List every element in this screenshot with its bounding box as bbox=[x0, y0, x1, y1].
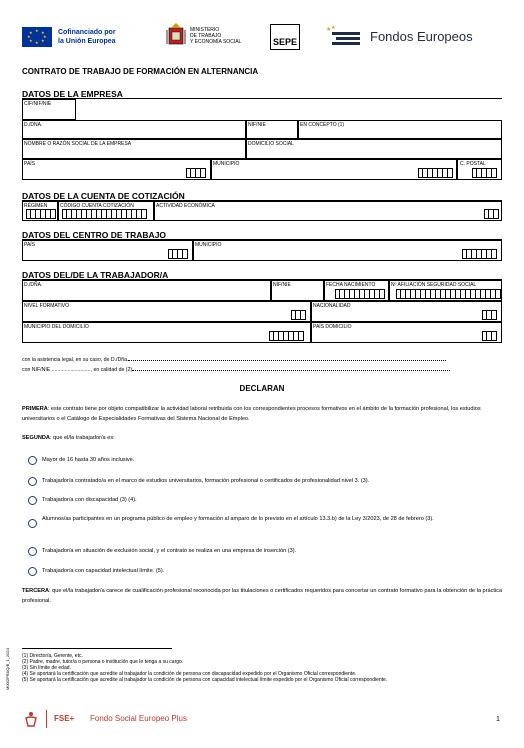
dna-field[interactable] bbox=[22, 120, 246, 139]
option-label-3: Trabajador/a con discapacidad (3) (4). bbox=[42, 497, 137, 503]
nivel-formativo-cells[interactable] bbox=[291, 310, 306, 320]
codigo-cuenta-label: CÓDIGO CUENTA COTIZACIÓN bbox=[60, 203, 134, 209]
centro-municipio-field[interactable] bbox=[193, 240, 502, 261]
trabajador-dna-label: D./DÑA. bbox=[24, 282, 43, 288]
nacionalidad-label: NACIONALIDAD bbox=[313, 303, 351, 309]
form-code: M00/2PRAQ/B_1_2024 bbox=[5, 648, 10, 690]
ministry-crest-icon bbox=[166, 22, 186, 50]
pais-domicilio-cells[interactable] bbox=[482, 331, 497, 341]
declaran-heading: DECLARAN bbox=[239, 384, 285, 393]
cpostal-cells[interactable] bbox=[472, 168, 497, 178]
pais-field[interactable] bbox=[22, 159, 211, 180]
municipio-code-cells[interactable] bbox=[418, 168, 453, 178]
footnote-2: (2) Padre, madre, tutor/a o persona o institución que le tenga a su cargo. bbox=[22, 659, 184, 665]
regimen-label: RÉGIMEN bbox=[24, 203, 48, 209]
ministry-text: MINISTERIO DE TRABAJO Y ECONOMÍA SOCIAL bbox=[190, 27, 242, 45]
footer-divider bbox=[46, 710, 47, 728]
option-label-2: Trabajador/a contratado/a en el marco de estudios universitarios, formación profesional o certificados de profesionalidad nivel 3. (3). bbox=[42, 478, 370, 484]
svg-text:★: ★ bbox=[331, 25, 336, 31]
codigo-cuenta-cells[interactable] bbox=[62, 209, 147, 219]
tercera-paragraph: TERCERA: que el/la trabajador/a carece de cualificación profesional reconocida por las titulaciones o certificados requeridos para concertar un contrato formativo para la obtención de la práctica profesional. bbox=[22, 588, 503, 604]
section-divider bbox=[22, 98, 502, 99]
razon-social-label: NOMBRE O RAZÓN SOCIAL DE LA EMPRESA bbox=[24, 141, 132, 147]
fondos-europeos-logo-icon bbox=[326, 25, 362, 49]
fecha-nacimiento-label: FECHA NACIMIENTO bbox=[326, 282, 376, 288]
dna-label: D./DNA. bbox=[24, 122, 43, 128]
option-radio-3[interactable] bbox=[28, 496, 37, 505]
fse-logo-icon bbox=[22, 710, 40, 728]
option-label-1: Mayor de 16 hasta 30 años inclusive. bbox=[42, 457, 135, 463]
footnote-3: (3) Sin límite de edad. bbox=[22, 665, 71, 671]
cpostal-label: C. POSTAL bbox=[460, 161, 486, 167]
footnote-1: (1) Director/a, Gerente, etc. bbox=[22, 653, 83, 659]
centro-municipio-label: MUNICIPIO bbox=[195, 242, 222, 248]
segunda-paragraph: SEGUNDA: que el/la trabajador/a es: bbox=[22, 435, 115, 441]
fecha-nacimiento-cells[interactable] bbox=[335, 289, 385, 299]
asistencia-line-2: con NIF/NIE ..........................., en calidad de (2) bbox=[22, 367, 502, 374]
asistencia-name-blank[interactable] bbox=[128, 360, 446, 361]
sepe-logo: SEPE bbox=[270, 24, 300, 50]
eu-flag-icon: ★ ★ ★ ★ ★ ★ ★ ★ bbox=[22, 27, 52, 47]
svg-text:★: ★ bbox=[326, 27, 332, 33]
regimen-cells[interactable] bbox=[26, 209, 56, 219]
nacionalidad-cells[interactable] bbox=[482, 310, 497, 320]
document-title: CONTRATO DE TRABAJO DE FORMACIÓN EN ALTERNANCIA bbox=[22, 67, 259, 76]
afiliacion-cells[interactable] bbox=[396, 289, 501, 299]
afiliacion-label: Nº AFILIACIÓN SEGURIDAD SOCIAL bbox=[391, 282, 477, 288]
pais-label: PAÍS bbox=[24, 161, 36, 167]
actividad-cells[interactable] bbox=[484, 209, 499, 219]
option-label-5: Trabajador/a en situación de exclusión social, y el contrato se realiza en una empresa de inserción (3). bbox=[42, 548, 297, 554]
section-trabajador-heading: DATOS DEL/DE LA TRABAJADOR/A bbox=[22, 270, 169, 280]
fse-label: FSE+ bbox=[54, 714, 75, 723]
nivel-formativo-label: NIVEL FORMATIVO bbox=[24, 303, 70, 309]
cif-label: CIF/NIF/NIE bbox=[24, 101, 52, 107]
domicilio-label: DOMICILIO SOCIAL bbox=[248, 141, 294, 147]
primera-paragraph: PRIMERA: este contrato tiene por objeto compatibilizar la actividad laboral retribuida con los correspondientes procesos formativos en el ámbito de la formación profesional, los estudios universitarios o el Catálogo de Especialidades Formativas del Sistema Nacional de Empleo. bbox=[22, 406, 481, 422]
pais-domicilio-label: PAÍS DOMICILIO bbox=[313, 324, 352, 330]
option-radio-1[interactable] bbox=[28, 456, 37, 465]
footnote-5: (5) Se aportará la certificación que acredite al trabajador la condición de persona con capacidad intelectual límite expedido por el Organismo Oficial correspondiente. bbox=[22, 677, 388, 683]
asistencia-calidad-blank[interactable] bbox=[132, 370, 450, 371]
option-radio-2[interactable] bbox=[28, 477, 37, 486]
section-centro-heading: DATOS DEL CENTRO DE TRABAJO bbox=[22, 230, 167, 240]
nif-label: NIF/NIE bbox=[248, 122, 266, 128]
option-radio-6[interactable] bbox=[28, 567, 37, 576]
page-header bbox=[0, 0, 524, 60]
footnote-4: (4) Se aportará la certificación que acredite al trabajador la condición de persona con discapacidad expedido por el Organismo Oficial correspondiente. bbox=[22, 671, 357, 677]
fse-text: Fondo Social Europeo Plus bbox=[90, 714, 187, 723]
municipio-label: MUNICIPIO bbox=[213, 161, 240, 167]
centro-pais-cells[interactable] bbox=[168, 249, 188, 259]
footnote-divider bbox=[22, 648, 172, 649]
concepto-label: EN CONCEPTO (1) bbox=[300, 122, 345, 128]
eu-cofinanced-text: Cofinanciado por la Unión Europea bbox=[58, 29, 116, 45]
centro-municipio-cells[interactable] bbox=[462, 249, 497, 259]
option-label-4: Alumnos/as participantes en un programa público de empleo y formación al amparo de lo previsto en el artículo 13.3.b) de la Ley 3/2023, de 28 de febrero (3). bbox=[42, 516, 434, 522]
trabajador-nif-label: NIF/NIE bbox=[273, 282, 291, 288]
municipio-domicilio-cells[interactable] bbox=[269, 331, 304, 341]
asistencia-line-1: con la asistencia legal, en su caso, de D./Dña. bbox=[22, 357, 502, 364]
trabajador-dna-field[interactable] bbox=[22, 280, 271, 301]
municipio-domicilio-label: MUNICIPIO DEL DOMICILIO bbox=[24, 324, 89, 330]
section-cotizacion-heading: DATOS DE LA CUENTA DE COTIZACIÓN bbox=[22, 191, 185, 201]
page-number: 1 bbox=[496, 716, 500, 723]
section-empresa-heading: DATOS DE LA EMPRESA bbox=[22, 89, 123, 99]
option-radio-5[interactable] bbox=[28, 547, 37, 556]
actividad-label: ACTIVIDAD ECONÓMICA bbox=[156, 203, 215, 209]
option-radio-4[interactable] bbox=[28, 519, 37, 528]
centro-pais-label: PAÍS bbox=[24, 242, 36, 248]
fondos-europeos-text: Fondos Europeos bbox=[370, 29, 473, 44]
pais-code-cells[interactable] bbox=[186, 168, 206, 178]
option-label-6: Trabajador/a con capacidad intelectual límite. (5). bbox=[42, 568, 165, 574]
